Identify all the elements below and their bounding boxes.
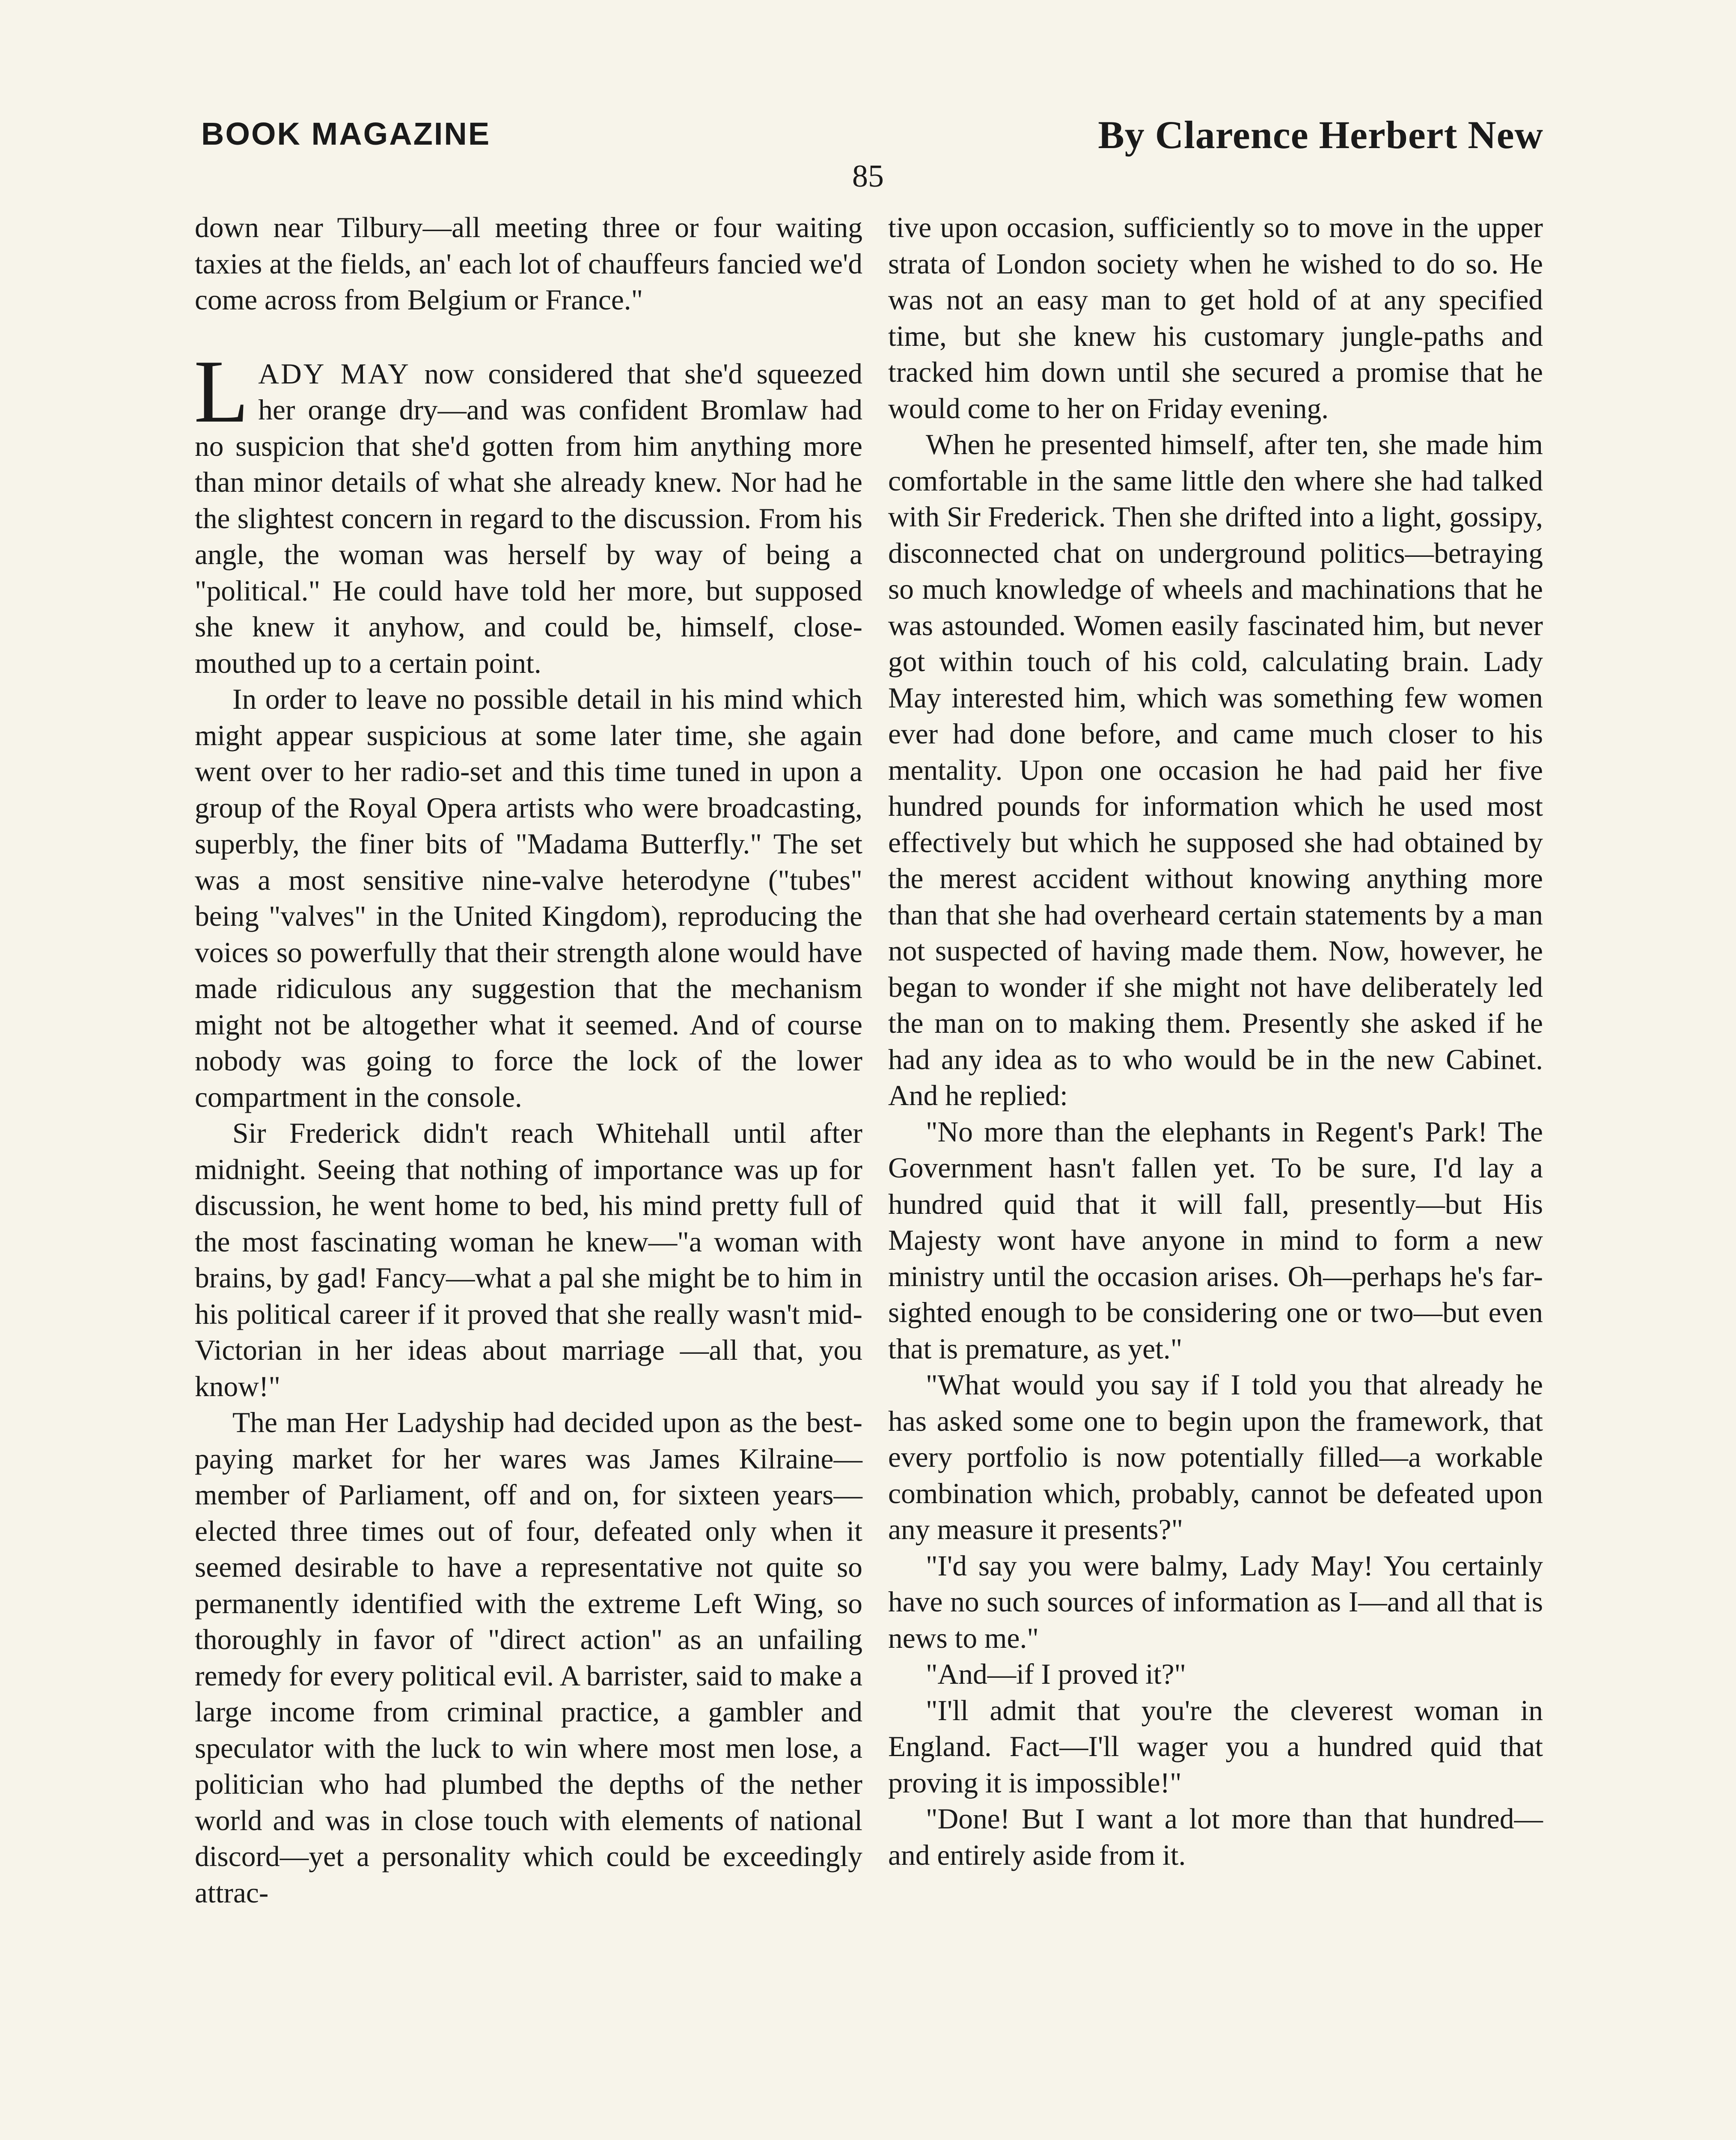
paragraph: "Done! But I want a lot more than that hundred—and entirely aside from it. xyxy=(888,1803,1543,1871)
paragraph: down near Tilbury—all meeting three or four waiting taxies at the fields, an' each lot of chauffeurs fancied we'd come across from Belgium or France." xyxy=(195,211,862,316)
left-column xyxy=(195,210,862,1911)
lead-caps: ADY MAY xyxy=(258,357,410,390)
paragraph: When he presented himself, after ten, she made him comfortable in the same little den where she had talked with Sir Frederick. Then she drifted into a light, gossipy, disconnected chat on underground politics—betraying so much knowledge of wheels and machinations that he was astounded. Women easily fascinated him, but never got within touch of his cold, calculating brain. Lady May interested him, which was something few women ever had done before, and came much closer to his mentality. Upon one occasion he had paid her five hundred pounds for information which he used most effectively but which he supposed she had obtained by the merest accident without knowing anything more than that she had overheard certain statements by a man not suspected of having made them. Now, however, he began to wonder if she might not have deliberately led the man on to making them. Presently she asked if he had any idea as to who would be in the new Cabinet. And he replied: xyxy=(888,428,1543,1112)
paragraph-drop-cap xyxy=(194,342,862,682)
paragraph: Sir Frederick didn't reach Whitehall until after midnight. Seeing that nothing of importance was up for discussion, he went home to bed, his mind pretty full of the most fascinating woman he knew—"a woman with brains, by gad! Fancy—what a pal she might be to him in his political career if it proved that she really wasn't mid-Victorian in her ideas about marriage —all that, you know!" xyxy=(195,1117,862,1403)
paragraph: "I'll admit that you're the cleverest woman in England. Fact—I'll wager you a hundred quid that proving it is impossible!" xyxy=(888,1694,1543,1799)
paragraph: "What would you say if I told you that already he has asked some one to begin upon the framework, that every portfolio is now potentially filled—a workable combination which, probably, cannot be defeated upon any measure it presents?" xyxy=(888,1369,1543,1546)
paragraph: tive upon occasion, sufficiently so to move in the upper strata of London society when he wished to do so. He was not an easy man to get hold of at any specified time, but she knew his customary jungle-paths and tracked him down until she secured a promise that he would come to her on Friday evening. xyxy=(888,211,1543,425)
paragraph: The man Her Ladyship had decided upon as the best-paying market for her wares was James Kilraine—member of Parliament, off and on, for sixteen years—elected three times out of four, defeated only when it seemed desirable to have a representative not quite so permanently identified with the extreme Left Wing, so thoroughly in favor of "direct action" as an unfailing remedy for every political evil. A barrister, said to make a large income from criminal practice, a gambler and speculator with the luck to win where most men lose, a politician who had plumbed the depths of the nether world and was in close touch with elements of national discord—yet a personality which could be exceedingly attrac- xyxy=(195,1406,862,1909)
paragraph-text: now considered that she'd squeezed her orange dry—and was confident Bromlaw had no suspicion that she'd gotten from him anything more than minor details of what she already knew. Nor had he the slightest concern in regard to the discussion. From his angle, the woman was herself by way of being a "political." He could have told her more, but supposed she knew it anyhow, and could be, himself, close-mouthed up to a certain point. xyxy=(195,357,862,679)
paragraph: "And—if I proved it?" xyxy=(926,1658,1186,1690)
paragraph: In order to leave no possible detail in his mind which might appear suspicious at some later time, she again went over to her radio-set and this time tuned in upon a group of the Royal Opera artists who were broadcasting, superbly, the finer bits of "Madama Butterfly." The set was a most sensitive nine-valve heterodyne ("tubes" being "valves" in the United Kingdom), reproducing the voices so powerfully that their strength alone would have made ridiculous any suggestion that the mechanism might not be altogether what it seemed. And of course nobody was going to force the lock of the lower compartment in the console. xyxy=(195,683,862,1113)
paragraph: "I'd say you were balmy, Lady May! You certainly have no such sources of information as I—and all that is news to me." xyxy=(888,1549,1543,1654)
drop-cap: L xyxy=(194,342,249,441)
page-number: 85 xyxy=(852,159,884,194)
magazine-title: BOOK MAGAZINE xyxy=(201,116,491,152)
paragraph: "No more than the elephants in Regent's Park! The Government hasn't fallen yet. To be sure, I'd lay a hundred quid that it will fall, presently—but His Majesty wont have anyone in mind to form a new ministry until the occasion arises. Oh—perhaps he's far-sighted enough to be considering one or two—but even that is premature, as yet." xyxy=(888,1115,1543,1365)
author-byline: By Clarence Herbert New xyxy=(1098,113,1543,157)
right-column xyxy=(888,210,1543,1873)
